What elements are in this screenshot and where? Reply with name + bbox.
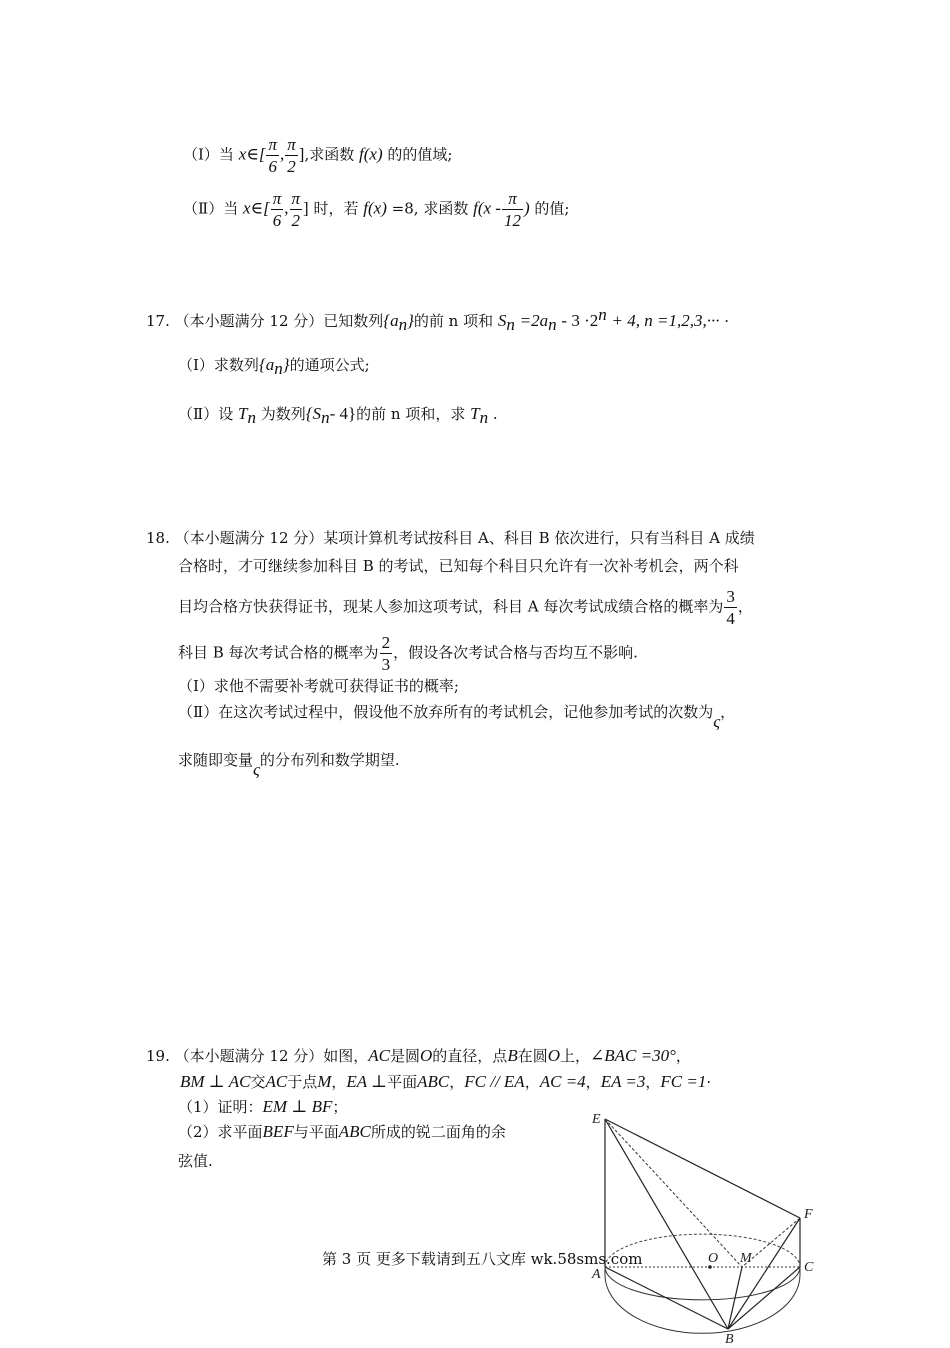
q19-line2: BM ⊥ AC交AC于点M，EA ⊥平面ABC，FC // EA，AC =4，EA =3，FC =1· xyxy=(180,1072,712,1091)
q18-line4: 科目 B 每次考试合格的概率为 $\frac{2}{3}$ ，假设各次考试合格与否均互不影响. xyxy=(178,633,638,674)
label-A: A xyxy=(592,1267,601,1282)
q18-part1: （Ⅰ）求他不需要补考就可获得证书的概率; xyxy=(178,677,459,695)
label-O: O xyxy=(708,1251,719,1266)
q19-line1: 19. （本小题满分 12 分）如图，AC是圆O的直径，点B在圆O上，∠BAC =30°， xyxy=(146,1046,691,1065)
label-E: E xyxy=(592,1112,601,1127)
q16-part2: （Ⅱ）当 x∈[ $\frac{\pi}{6}$ , $\frac{\pi}{2}$ ] 时，若 f(x) =8, 求函数 f(x - $\frac{\pi}{12}$ ) 的值; xyxy=(183,189,570,230)
label-F: F xyxy=(804,1207,813,1222)
q18-line2: 合格时，才可继续参加科目 B 的考试，已知每个科目只允许有一次补考机会，两个科 xyxy=(178,557,739,575)
label-M: M xyxy=(740,1251,752,1266)
q17-part1: （Ⅰ）求数列$\{a_n\}$的通项公式; xyxy=(178,355,370,378)
geometry-figure xyxy=(580,1105,830,1344)
segment-FB xyxy=(728,1218,800,1329)
fraction-2-3: $\frac{2}{3}$ xyxy=(381,633,391,674)
q17-part2: （Ⅱ）设 $T_n$ 为数列{$S_n-$ 4}的前 n 项和，求 $T_n$ . xyxy=(178,404,498,427)
fraction-pi-6: $\frac{\pi}{6}$ xyxy=(268,135,277,176)
fraction-pi-2: $\frac{\pi}{2}$ xyxy=(287,135,296,176)
fraction-3-4: $\frac{3}{4}$ xyxy=(726,587,735,628)
q17-stem: 17. （本小题满分 12 分）已知数列$\{a_n\}$的前 n 项和 $S_n =2a_n - 3 \cdot 2^n + 4$, n =1,2,3,··· · xyxy=(146,305,730,334)
q18-part2: （Ⅱ）在这次考试过程中，假设他不放弃所有的考试机会，记他参加考试的次数为ς， xyxy=(178,703,736,731)
segment-EM xyxy=(605,1119,742,1267)
segment-BM xyxy=(728,1267,742,1329)
page-footer: 第 3 页 更多下载请到五八文库 wk.58sms.com xyxy=(322,1250,643,1268)
q19-part2-cont: 弦值. xyxy=(178,1152,213,1170)
q18-line7: 求随即变量ς的分布列和数学期望. xyxy=(178,751,400,779)
base-ellipse-front xyxy=(605,1267,800,1300)
label-C: C xyxy=(804,1260,814,1275)
q18-line3: 目均合格方快获得证书，现某人参加这项考试，科目 A 每次考试成绩合格的概率为 $\frac{3}{4}$ ， xyxy=(178,587,753,628)
q16-part1: （Ⅰ）当 x∈[ $\frac{\pi}{6}$ , $\frac{\pi}{2}$ ],求函数 f(x) 的的值域; xyxy=(183,135,453,176)
label-B: B xyxy=(725,1332,734,1344)
q19-part1: （1）证明：EM ⊥ BF； xyxy=(178,1097,348,1116)
cylinder-diagram xyxy=(580,1105,830,1344)
q18-line1: 18. （本小题满分 12 分）某项计算机考试按科目 A、科目 B 依次进行，只有当科目 A 成绩 xyxy=(146,529,755,547)
q19-part2: （2）求平面BEF与平面ABC所成的锐二面角的余 xyxy=(178,1122,506,1141)
